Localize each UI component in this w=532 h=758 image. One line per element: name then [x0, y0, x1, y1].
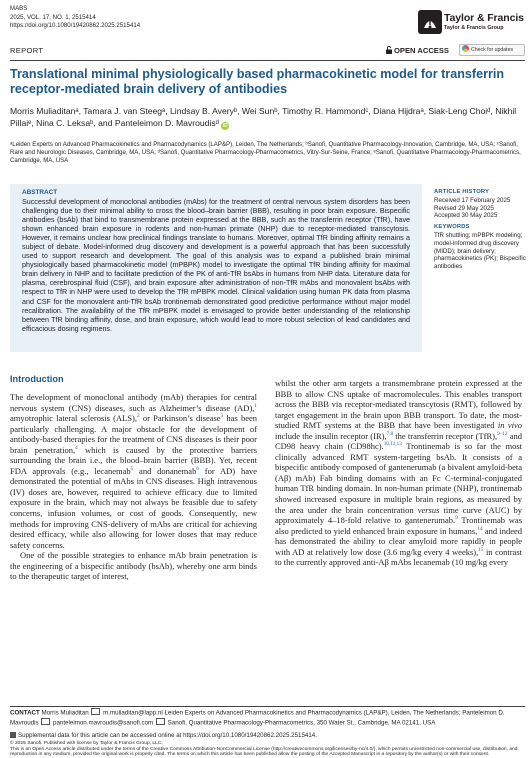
keywords-heading: KEYWORDS [434, 224, 470, 231]
article-sidebar [434, 189, 529, 271]
citation-link[interactable]: 3 [220, 413, 224, 420]
publisher-name: Taylor & Francis [444, 12, 524, 24]
email-icon [91, 708, 100, 715]
body-column-right [275, 378, 522, 568]
abstract-box [10, 184, 422, 352]
article-title: Translational minimal physiologically based pharmacokinetic model for transferrin receptor-mediated brain delivery of antibodies [10, 67, 505, 96]
journal-citation: 2025, VOL. 17, NO. 1, 2515414 [10, 13, 96, 21]
publisher-logo[interactable] [418, 10, 524, 36]
publisher-lamp-icon [418, 10, 442, 34]
citation-link[interactable]: 9 [455, 515, 458, 522]
citation-link[interactable]: 10,12,13 [383, 441, 402, 448]
contact-address: Leiden Experts on Advanced Pharmacokinetics and Pharmacodynamics (LAP&P), Leiden, The Netherlands; [164, 709, 461, 717]
check-updates-label: Check for updates [471, 47, 514, 53]
open-access-label: OPEN ACCESS [394, 46, 449, 55]
keywords-text: TfR shuttling; mPBPK modeling; model-informed drug discovery (MIDD); brain delivery; pharmacokinetics (PK); Bispecific antibodies [434, 231, 526, 271]
citation-link[interactable]: 6 [196, 466, 199, 472]
citation-link[interactable]: 7,8 [386, 430, 394, 437]
article-history-heading: ARTICLE HISTORY [434, 189, 490, 195]
author-list [10, 106, 525, 130]
section-heading-introduction: Introduction [10, 374, 64, 384]
intro-paragraph-2: One of the possible strategies to enhance mAb brain penetration is the engineering of a bispecific antibody (bsAb), whereby one arm binds to the therapeutic target of interest, [10, 550, 257, 582]
citation-link[interactable]: 1 [254, 402, 257, 409]
contact-block [10, 708, 525, 727]
email-icon [156, 718, 165, 725]
contact-label: CONTACT [10, 709, 40, 717]
contact-email-link[interactable]: m.muliaditan@lapp.nl [103, 709, 163, 717]
abstract-heading: ABSTRACT [22, 189, 58, 196]
citation-link[interactable]: 5 [130, 466, 134, 472]
contact-name: Morris Muliaditan [41, 709, 89, 717]
open-access-badge [386, 46, 449, 55]
contact-name: Panteleimon D. Mavroudis [10, 709, 505, 727]
citation-link[interactable]: 15 [478, 546, 484, 553]
affiliations: ᵃLeiden Experts on Advanced Pharmacokinetics and Pharmacodynamics (LAP&P), Leiden, The Netherlands; ᵇSanofi, Quantitative Pharmacology-Innovation, Cambridge, MA, USA; ᶜSanofi, Rare and Neurologic Diseases, Cambridge, MA, USA; ᵈSanofi, Quantitative Pharmacology-Pharmacometrics, Vitry-Sur-Seine, France; ᵉSanofi, Quantitative Pharmacology-Pharmacometrics, Cambridge, MA, USA [10, 141, 521, 165]
license-text: This is an Open Access article distributed under the terms of the Creative Commons Attribution-NonCommercial License (http://creativecommons.org/licenses/by-nc/4.0/), which permits unrestricted non-commercial use, distribution, and reproduction in any medium, provided the original work is properly cited. The terms on which this article has been published allow the posting of the Accepted Manuscript in a repository by the author(s) or with their consent. [10, 746, 518, 758]
supplemental-text[interactable]: Supplemental data for this article can be accessed online at https://doi.org/10.1080/19420862.2025.2515414. [18, 732, 317, 739]
doi-link[interactable]: https://doi.org/10.1080/19420862.2025.2515414 [10, 22, 141, 30]
contact-address: Sanofi, Quantitative Pharmacology-Pharmacometrics, 350 Water St., Cambridge, MA 02141, USA [167, 719, 436, 727]
abstract-text: Successful development of monoclonal antibodies (mAbs) for the treatment of central nervous system disorders has been challenging due to their minimal ability to cross the blood–brain barrier (BBB), resulting in poor brain exposure. Bispecific antibodies (bsAb) that bind to transmembrane protein expressed at the BBB, such as the transferrin receptor (TfR), have shown enhanced brain exposure in rodents and non-human primate (NHP) due to receptor-mediated transcytosis. However, it remains unclear how preclinical findings translate to humans. Moreover, optimal TfR binding affinity remains a subject of debate. Model-informed drug discovery and development is a powerful approach that has been successfully used to support research and development. The goal of this analysis was to expand a published brain minimal physiologically based pharmacokinetic model (mPBPK) model to investigate the optimal TfR binding affinity for maximal brain delivery in NHP and to facilitate prediction of the PK of anti-TfR bsAbs in humans from NHP data. Literature data for plasma, cerebrospinal fluid (CSF), and brain exposure after administration of non-TfR mAbs and monovalent bsAbs with respect to TfR in NHP were used to develop the TfR mPBPK model. Clinical validation using human PK data from plasma and CSF for the monovalent anti-TfR bsAb trontinemab demonstrated good predictive performance without major model recalibration. The availability of the TfR mPBPK model is envisaged to provide better understanding of the relationship between TfR binding affinity, dose, and brain exposure, which would lead to more robust selection of lead candidates and efficacious dosing regimens. [22, 198, 410, 333]
crossmark-icon [462, 45, 469, 52]
journal-name: MABS [10, 5, 28, 12]
supplemental-note [10, 732, 525, 739]
orcid-icon[interactable]: iD [222, 122, 228, 129]
intro-paragraph-1: The development of monoclonal antibody (mAb) therapies for central nervous system (CNS) diseases, such as Alzheimer’s disease (AD),$^1$ amyotrophic lateral sclerosis (ALS),$^2$ or Parkinson’s disease$^3$ has been particularly challenging. A major obstacle for the development of antibody-based therapies for the treatment of CNS diseases is their poor brain penetration,$^4$ which is caused by the protective barriers surrounding the brain i.e., the blood–brain barrier (BBB). Yet, recent FDA approvals (e.g., lecanemab$^5$ and donanemab$^6$ for AD) have demonstrated the potential of mAbs in CNS diseases. High intravenous (IV) doses are, however, required to achieve efficacy due to limited exposure in the brain, which may not always be feasible due to safety concerns, infusion volumes, or cost of goods. Consequently, new methods for improving CNS-delivery of mAbs are critical for achieving desired efficacy, while also allowing for lower doses that may reduce safety concerns. [10, 392, 258, 550]
accepted-date: Accepted 30 May 2025 [434, 212, 498, 220]
journal-meta [10, 5, 140, 31]
received-date: Received 17 February 2025 [434, 196, 511, 204]
open-lock-icon [386, 46, 392, 54]
revised-date: Revised 29 May 2025 [434, 204, 494, 212]
publisher-group: Taylor & Francis Group [444, 25, 504, 31]
citation-link[interactable]: 4 [75, 444, 78, 451]
contact-email-link[interactable]: panteleimon.mavroudis@sanofi.com [53, 719, 154, 727]
body-column-left [10, 392, 257, 582]
footer-divider [10, 706, 525, 707]
citation-link[interactable]: 9–12 [497, 430, 508, 437]
citation-link[interactable]: 2 [137, 413, 140, 420]
author-names: Morris Muliaditanᵃ, Tamara J. van Steegᵃ, Lindsay B. Averyᵇ, Wei Sunᵇ, Timothy R. Hammondᶜ, Diana Hijdraᵃ, Siak-Leng Choiᵈ, Nikhil Pillaiᵉ, Nina C. Leksaᵇ, and Panteleimon D. Mavroudisᵈ [10, 106, 517, 128]
supplemental-icon [10, 732, 16, 738]
email-icon [41, 718, 50, 725]
article-type: REPORT [10, 46, 44, 55]
intro-paragraph-2-continued: whilst the other arm targets a transmembrane protein expressed at the BBB to allow CNS uptake of macromolecules. This enables transport across the BBB via receptor-mediated transcytosis (RMT), followed by target engagement in the brain upon BBB transport. To date, the most-studied RMT systems at the BBB that have been investigated in vivo include the insulin receptor (IR),$^{7,8}$ the transferrin receptor (TfR),$^{9-12}$ and CD98 heavy chain (CD98hc).$^{10,12,13}$ Trontinemab is so far the most clinically advanced RMT system-targeting bsAb. It consists of a bispecific antibody composed of gantenerumab (a bivalent amyloid-beta (Aβ) mAb) Fab binding domains with an Fc C-terminal-conjugated human TfR binding domain. In non-human primate (NHP), trontinemab showed increased exposure in multiple brain regions, as measured by the area under the brain concentration versus time curve (AUC) by approximately 4–18-fold relative to gantenerumab.$^9$ Trontinemab was also predicted to yield enhanced brain exposure in humans,$^{14}$ and indeed has demonstrated the ability to clear amyloid more rapidly in people with AD at relatively low dose (3.6 mg/kg every 4 weeks),$^{15}$ in contrast to the currently approved anti-Aβ mAbs lecanemab (10 mg/kg every [275, 378, 523, 568]
header-divider [10, 60, 525, 61]
check-for-updates-button[interactable] [459, 44, 525, 56]
citation-link[interactable]: 14 [477, 525, 483, 532]
license-block [10, 741, 525, 758]
copyright-line: © 2025 Sanofi. Published with license by Taylor & Francis Group, LLC. [10, 741, 163, 746]
